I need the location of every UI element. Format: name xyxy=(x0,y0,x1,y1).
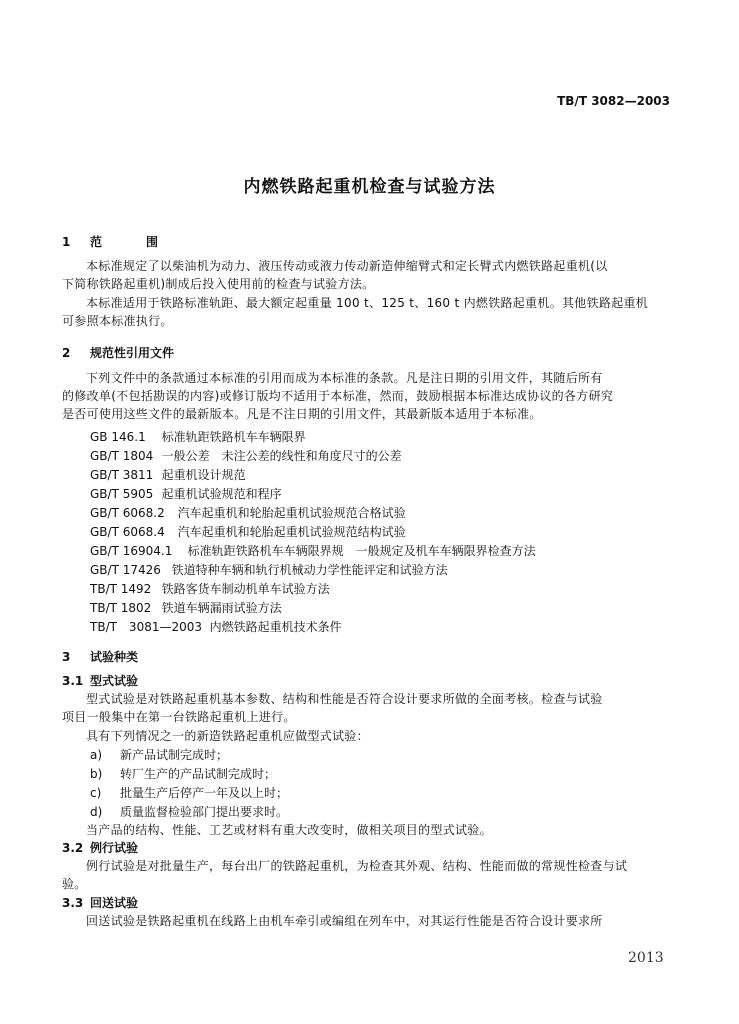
reference-item xyxy=(90,504,406,521)
reference-name: 汽车起重机和轮胎起重机试验规范合格试验 xyxy=(177,506,406,520)
section-3-2-paragraph-1 xyxy=(62,857,682,893)
section-title: 试验种类 xyxy=(90,650,139,664)
reference-item xyxy=(90,428,306,445)
reference-item xyxy=(90,447,402,464)
list-item xyxy=(90,784,288,801)
section-3-1-paragraph-3 xyxy=(62,821,682,839)
reference-name: 汽车起重机和轮胎起重机试验规范结构试验 xyxy=(177,525,406,539)
section-number: 3.2 xyxy=(62,841,84,855)
reference-name: 铁路客货车制动机单车试验方法 xyxy=(161,582,330,596)
reference-name: 起重机试验规范和程序 xyxy=(161,487,282,501)
text-line: 的修改单(不包括勘误的内容)或修订版均不适用于本标准，然而，鼓励根据本标准达成协议的各方研究 xyxy=(62,389,614,403)
text-line: 是否可使用这些文件的最新版本。凡是不注日期的引用文件，其最新版本适用于本标准。 xyxy=(62,407,542,421)
list-item xyxy=(90,765,276,782)
list-text: 转厂生产的产品试制完成时； xyxy=(120,767,277,781)
document-title: 内燃铁路起重机检查与试验方法 xyxy=(243,177,496,197)
standard-number: TB/T 3082—2003 xyxy=(557,94,670,108)
reference-code: GB/T 5905 xyxy=(90,487,154,501)
reference-name: 标准轨距铁路机车车辆限界规 一般规定及机车车辆限界检查方法 xyxy=(187,544,536,558)
text-line: 当产品的结构、性能、工艺或材料有重大改变时，做相关项目的型式试验。 xyxy=(86,823,492,837)
reference-code: GB/T 6068.2 xyxy=(90,506,165,520)
section-3-1-paragraph-1 xyxy=(62,690,682,726)
reference-item xyxy=(90,466,246,483)
list-text: 批量生产后停产一年及以上时； xyxy=(120,786,289,800)
section-3-1-paragraph-2 xyxy=(62,727,682,745)
reference-item xyxy=(90,542,536,559)
section-1-paragraph-1 xyxy=(62,257,682,293)
reference-name: 一般公差 未注公差的线性和角度尺寸的公差 xyxy=(161,449,402,463)
section-1-heading xyxy=(62,233,174,250)
list-marker: d) xyxy=(90,805,103,819)
text-line: 下列文件中的条款通过本标准的引用而成为本标准的条款。凡是注日期的引用文件，其随后所有 xyxy=(86,371,603,385)
reference-name: 内燃铁路起重机技术条件 xyxy=(209,620,342,634)
section-3-2-heading xyxy=(62,839,138,856)
list-marker: c) xyxy=(90,786,102,800)
reference-code: GB/T 17426 xyxy=(90,563,161,577)
text-line: 回送试验是铁路起重机在线路上由机车牵引或编组在列车中，对其运行性能是否符合设计要求所 xyxy=(86,914,603,928)
section-1-paragraph-2 xyxy=(62,294,682,330)
list-text: 新产品试制完成时； xyxy=(120,748,229,762)
reference-item xyxy=(90,618,342,635)
reference-name: 铁道车辆漏雨试验方法 xyxy=(161,601,282,615)
reference-code: TB/T 1802 xyxy=(90,601,152,615)
section-number: 3 xyxy=(62,650,71,664)
reference-name: 标准轨距铁路机车车辆限界 xyxy=(161,430,306,444)
section-title: 例行试验 xyxy=(90,841,139,855)
text-line: 下简称铁路起重机)制成后投入使用前的检查与试验方法。 xyxy=(62,277,375,291)
section-3-heading xyxy=(62,648,138,665)
reference-code: GB 146.1 xyxy=(90,430,146,444)
text-line: 本标准适用于铁路标准轨距、最大额定起重量 100 t、125 t、160 t 内燃铁路起重机。其他铁路起重机 xyxy=(86,296,649,310)
text-line: 本标准规定了以柴油机为动力、液压传动或液力传动新造伸缩臂式和定长臂式内燃铁路起重机(以 xyxy=(86,259,608,273)
reference-code: TB/T 1492 xyxy=(90,582,152,596)
section-3-3-heading xyxy=(62,894,138,911)
reference-code: GB/T 6068.4 xyxy=(90,525,165,539)
list-item xyxy=(90,803,288,820)
text-line: 验。 xyxy=(62,877,87,891)
reference-name: 铁道特种车辆和轨行机械动力学性能评定和试验方法 xyxy=(171,563,448,577)
list-marker: b) xyxy=(90,767,103,781)
reference-name: 起重机设计规范 xyxy=(161,468,246,482)
section-title: 范 围 xyxy=(90,235,175,249)
text-line: 项目一般集中在第一台铁路起重机上进行。 xyxy=(62,710,296,724)
text-line: 可参照本标准执行。 xyxy=(62,314,173,328)
list-marker: a) xyxy=(90,748,103,762)
reference-item xyxy=(90,599,282,616)
section-title: 型式试验 xyxy=(90,674,139,688)
section-number: 3.3 xyxy=(62,896,84,910)
list-item xyxy=(90,746,228,763)
text-line: 例行试验是对批量生产，每台出厂的铁路起重机，为检查其外观、结构、性能而做的常规性检查与试 xyxy=(86,859,628,873)
reference-item xyxy=(90,561,448,578)
reference-item xyxy=(90,523,406,540)
section-2-paragraph-1 xyxy=(62,369,682,423)
section-number: 1 xyxy=(62,235,71,249)
list-text: 质量监督检验部门提出要求时。 xyxy=(120,805,289,819)
reference-code: GB/T 16904.1 xyxy=(90,544,173,558)
text-line: 型式试验是对铁路起重机基本参数、结构和性能是否符合设计要求所做的全面考核。检查与试验 xyxy=(86,692,603,706)
reference-code: GB/T 3811 xyxy=(90,468,154,482)
reference-item xyxy=(90,485,282,502)
section-3-3-paragraph-1 xyxy=(62,912,682,930)
reference-code: TB/T 3081—2003 xyxy=(90,620,203,634)
section-title: 规范性引用文件 xyxy=(90,346,175,360)
section-number: 2 xyxy=(62,346,71,360)
reference-item xyxy=(90,580,330,597)
section-number: 3.1 xyxy=(62,674,84,688)
section-2-heading xyxy=(62,344,174,361)
page-number: 2013 xyxy=(628,950,664,966)
reference-code: GB/T 1804 xyxy=(90,449,154,463)
section-title: 回送试验 xyxy=(90,896,139,910)
text-line: 具有下列情况之一的新造铁路起重机应做型式试验： xyxy=(86,729,369,743)
section-3-1-heading xyxy=(62,672,138,689)
